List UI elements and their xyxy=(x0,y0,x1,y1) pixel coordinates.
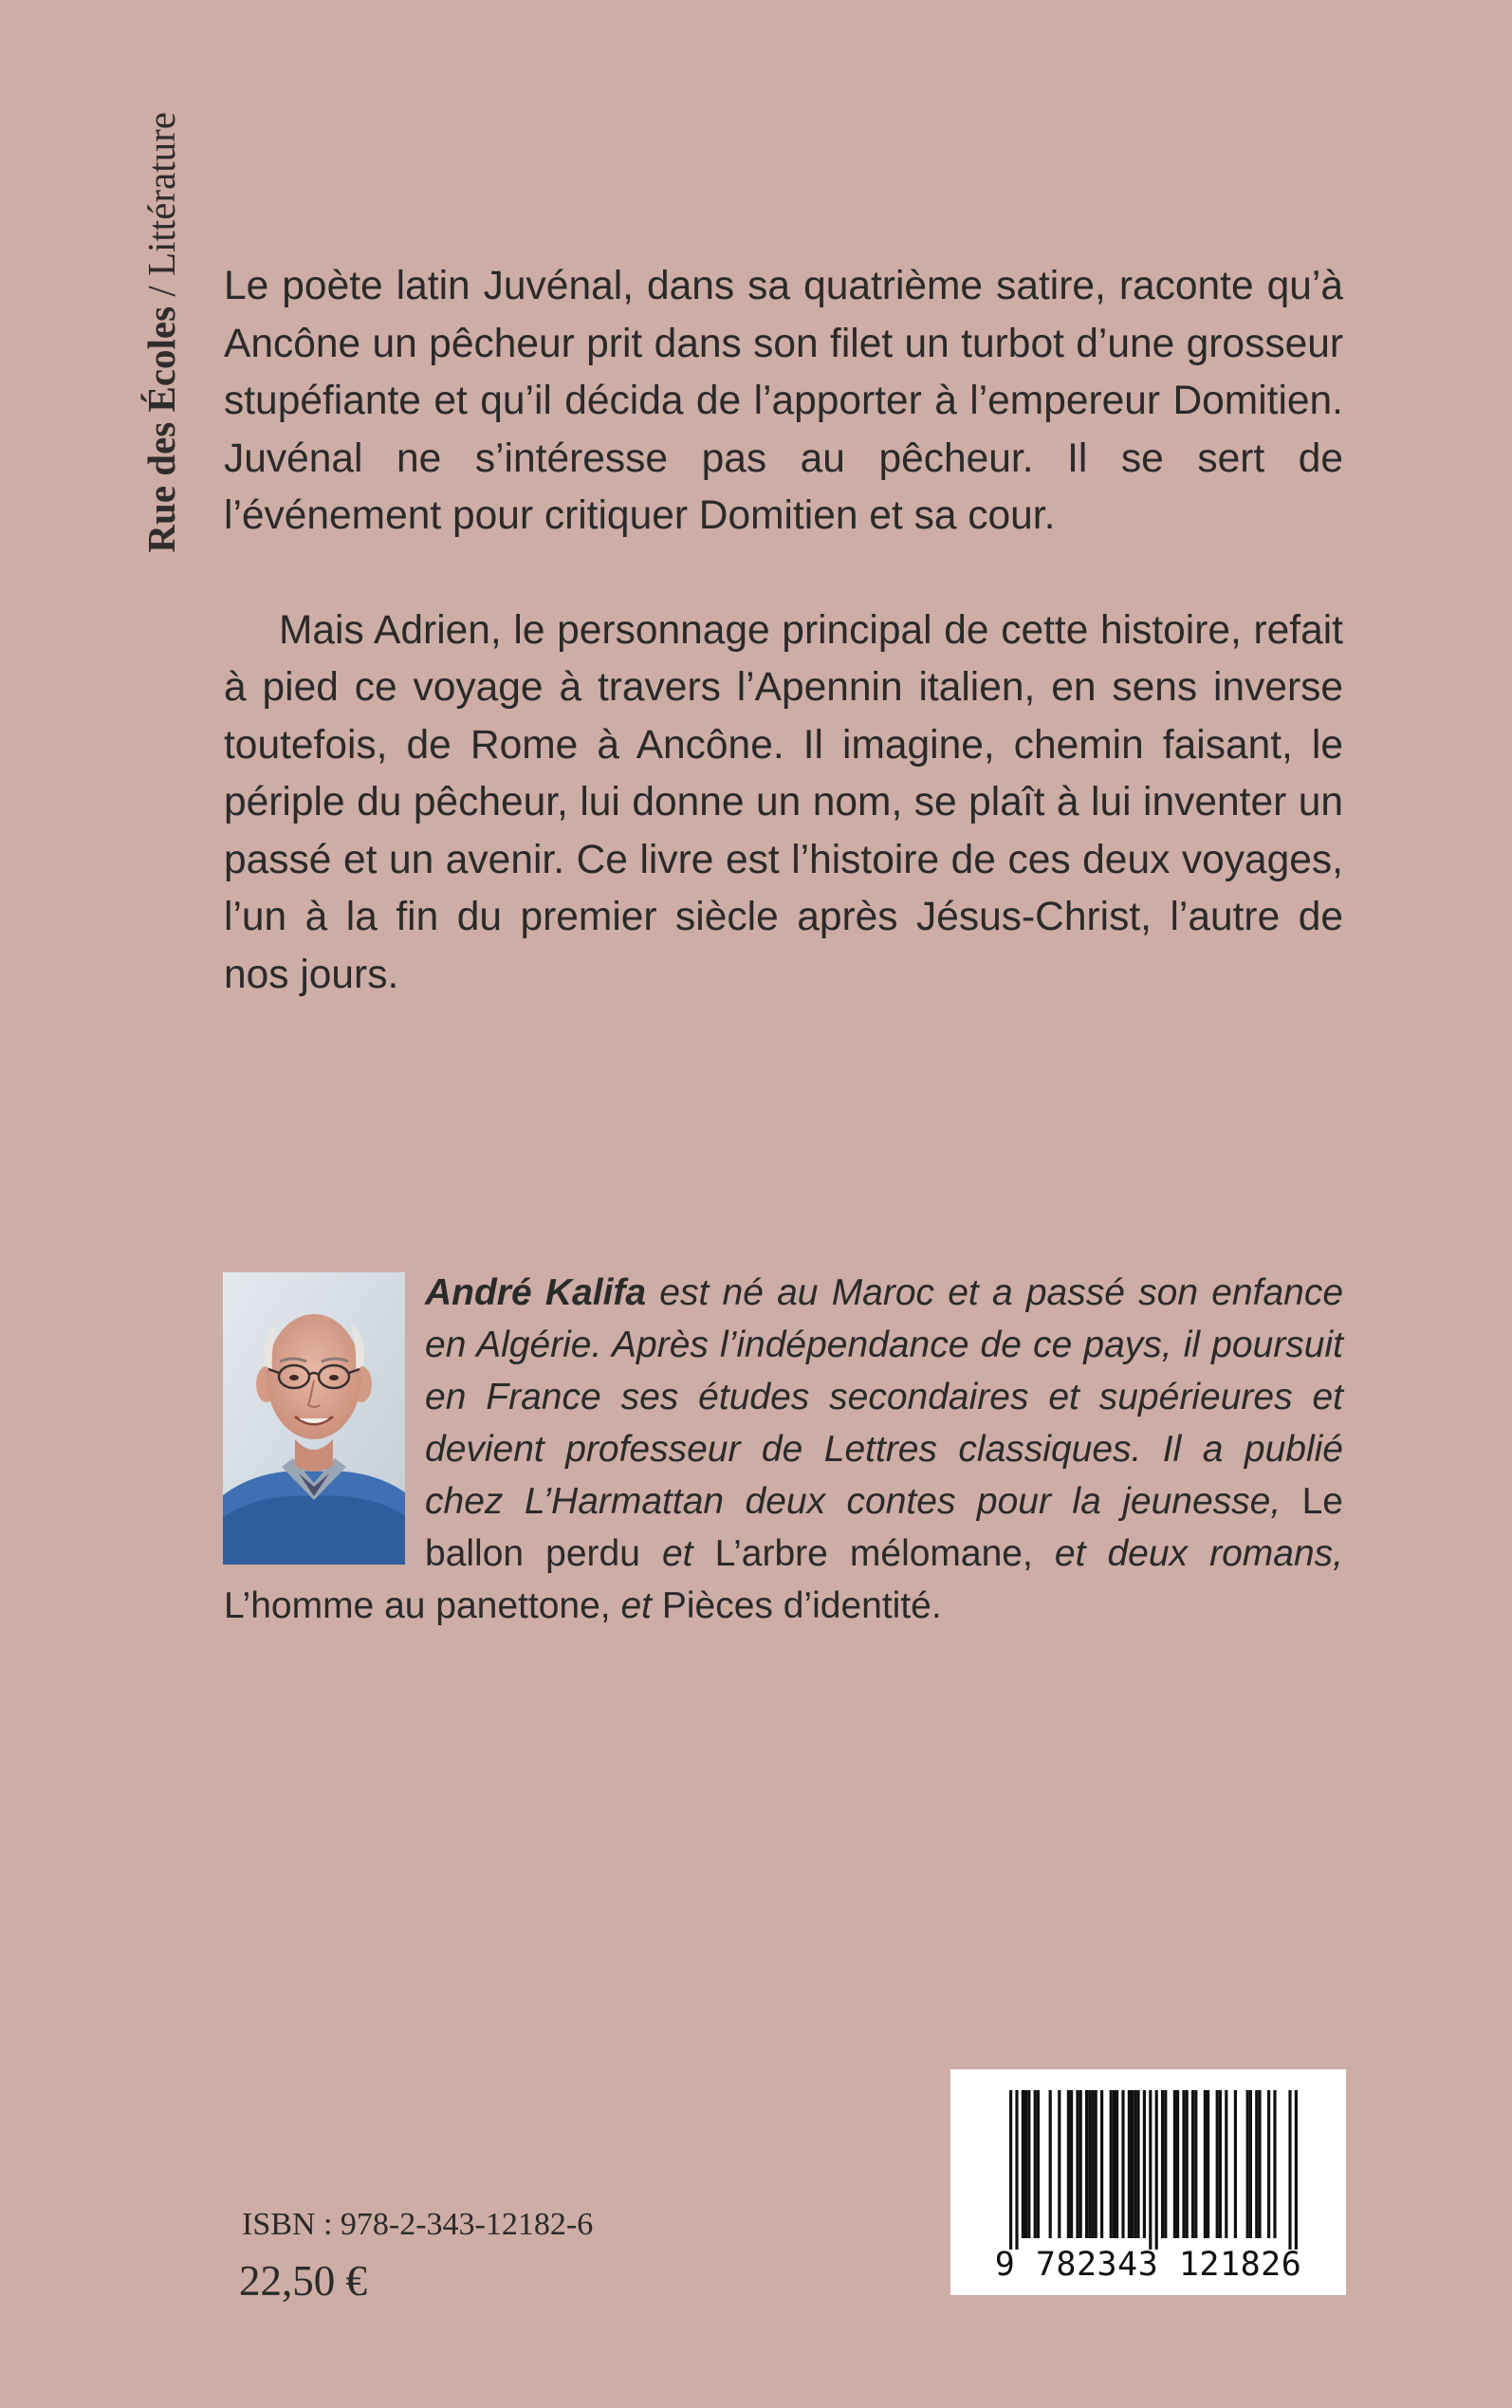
barcode-bar xyxy=(1164,2090,1167,2238)
price: 22,50 € xyxy=(239,2257,367,2305)
book-title-3: L’homme au panettone, xyxy=(224,1585,611,1626)
barcode-bar xyxy=(1249,2090,1252,2238)
series-separator: / xyxy=(139,276,183,306)
barcode-bar xyxy=(1143,2090,1146,2238)
book-title-4: Pièces d’identité. xyxy=(661,1585,942,1626)
barcode-bar xyxy=(1191,2090,1194,2238)
barcode-bar xyxy=(1037,2090,1040,2238)
barcode-bar xyxy=(1134,2090,1136,2238)
barcode-bar xyxy=(1234,2090,1237,2238)
barcode-bar xyxy=(1161,2090,1164,2238)
barcode-bar xyxy=(1267,2090,1270,2238)
isbn-label: ISBN : 978-2-343-12182-6 xyxy=(242,2207,594,2242)
bio-conjunction-3: et xyxy=(610,1585,662,1626)
barcode-bar xyxy=(1095,2090,1097,2238)
bio-text: est né au Maroc et a passé son enfance en Algérie. Après l’indépendance de ce pays, il poursuit en France ses études secondaires et supérieures et devient professeur de Lettres classiques. Il a publié chez L’Harmattan deux contes pour la jeunesse, xyxy=(425,1272,1344,1522)
barcode-bar xyxy=(1216,2090,1219,2238)
barcode-bar xyxy=(1027,2090,1030,2238)
barcode-bar xyxy=(1155,2090,1158,2250)
barcode-bar xyxy=(1009,2090,1012,2250)
barcode-bar xyxy=(1067,2090,1070,2238)
barcode-bar xyxy=(1194,2090,1197,2238)
barcode-bar xyxy=(1085,2090,1088,2238)
bio-conjunction-1: et xyxy=(639,1533,715,1574)
barcode-bar xyxy=(1186,2090,1189,2238)
barcode-bar xyxy=(1015,2090,1018,2250)
barcode-bar xyxy=(1091,2090,1094,2238)
barcode-bar xyxy=(1022,2090,1024,2238)
author-photo xyxy=(223,1272,405,1565)
barcode-bar xyxy=(1079,2090,1082,2238)
barcode-bar xyxy=(1088,2090,1091,2238)
barcode-bar xyxy=(1173,2090,1176,2238)
barcode-bar xyxy=(1225,2090,1227,2238)
barcode-bar xyxy=(1070,2090,1073,2238)
book-title-2: L’arbre mélomane, xyxy=(714,1533,1033,1574)
barcode-bar xyxy=(1207,2090,1209,2238)
barcode-bar xyxy=(1295,2090,1298,2250)
barcode-bar xyxy=(1219,2090,1222,2238)
barcode-bar xyxy=(1076,2090,1079,2238)
barcode-bar xyxy=(1149,2090,1152,2250)
barcode-bar xyxy=(1204,2090,1207,2238)
barcode-bar xyxy=(1110,2090,1113,2238)
barcode-bar xyxy=(1136,2090,1139,2238)
bio-conjunction-2: et deux romans, xyxy=(1032,1533,1344,1574)
barcode-bar xyxy=(1113,2090,1116,2238)
barcode-bar xyxy=(1034,2090,1037,2238)
book-title-1: Le ballon perdu xyxy=(425,1481,1343,1574)
author-name: André Kalifa xyxy=(425,1272,647,1313)
barcode-bar xyxy=(1258,2090,1261,2238)
barcode-bar xyxy=(1246,2090,1249,2238)
barcode-bar xyxy=(1288,2090,1291,2250)
summary-paragraph-2: Mais Adrien, le personnage principal de cette histoire, refait à pied ce voyage à travers l’Apennin italien, en sens inverse toutefois, de Rome à Ancône. Il imagine, chemin faisant, le périple du pêcheur, lui donne un nom, se plaît à lui inventer un passé et un avenir. Ce livre est l’histoire de ces deux voyages, l’un à la fin du premier siècle après Jésus-Christ, l’autre de nos jours. xyxy=(224,607,1343,997)
barcode-bar xyxy=(1121,2090,1124,2238)
barcode-bar xyxy=(1131,2090,1134,2238)
barcode-bar xyxy=(1128,2090,1131,2238)
barcode-bar xyxy=(1024,2090,1027,2238)
book-summary xyxy=(224,258,1343,1004)
barcode-bar xyxy=(1049,2090,1052,2238)
summary-paragraph-1: Le poète latin Juvénal, dans sa quatrième satire, raconte qu’à Ancône un pêcheur prit dans son filet un turbot d’une grosseur stupéfiante et qu’il décida de l’apporter à l’empereur Domitien. Juvénal ne s’intéresse pas au pêcheur. Il se sert de l’événement pour critiquer Domitien et sa cour. xyxy=(224,264,1343,538)
barcode xyxy=(950,2069,1346,2295)
barcode-digits: 9 782343 121826 xyxy=(994,2246,1302,2284)
barcode-bar xyxy=(1255,2090,1258,2238)
barcode-bar xyxy=(1100,2090,1103,2238)
collection-label xyxy=(140,112,182,662)
collection-name: Littérature xyxy=(139,112,183,277)
barcode-bar xyxy=(1058,2090,1060,2238)
barcode-bar xyxy=(1182,2090,1185,2238)
series-name: Rue des Écoles xyxy=(139,306,183,553)
barcode-bar xyxy=(1116,2090,1118,2238)
barcode-bar xyxy=(1176,2090,1179,2238)
barcode-bar xyxy=(1273,2090,1276,2238)
